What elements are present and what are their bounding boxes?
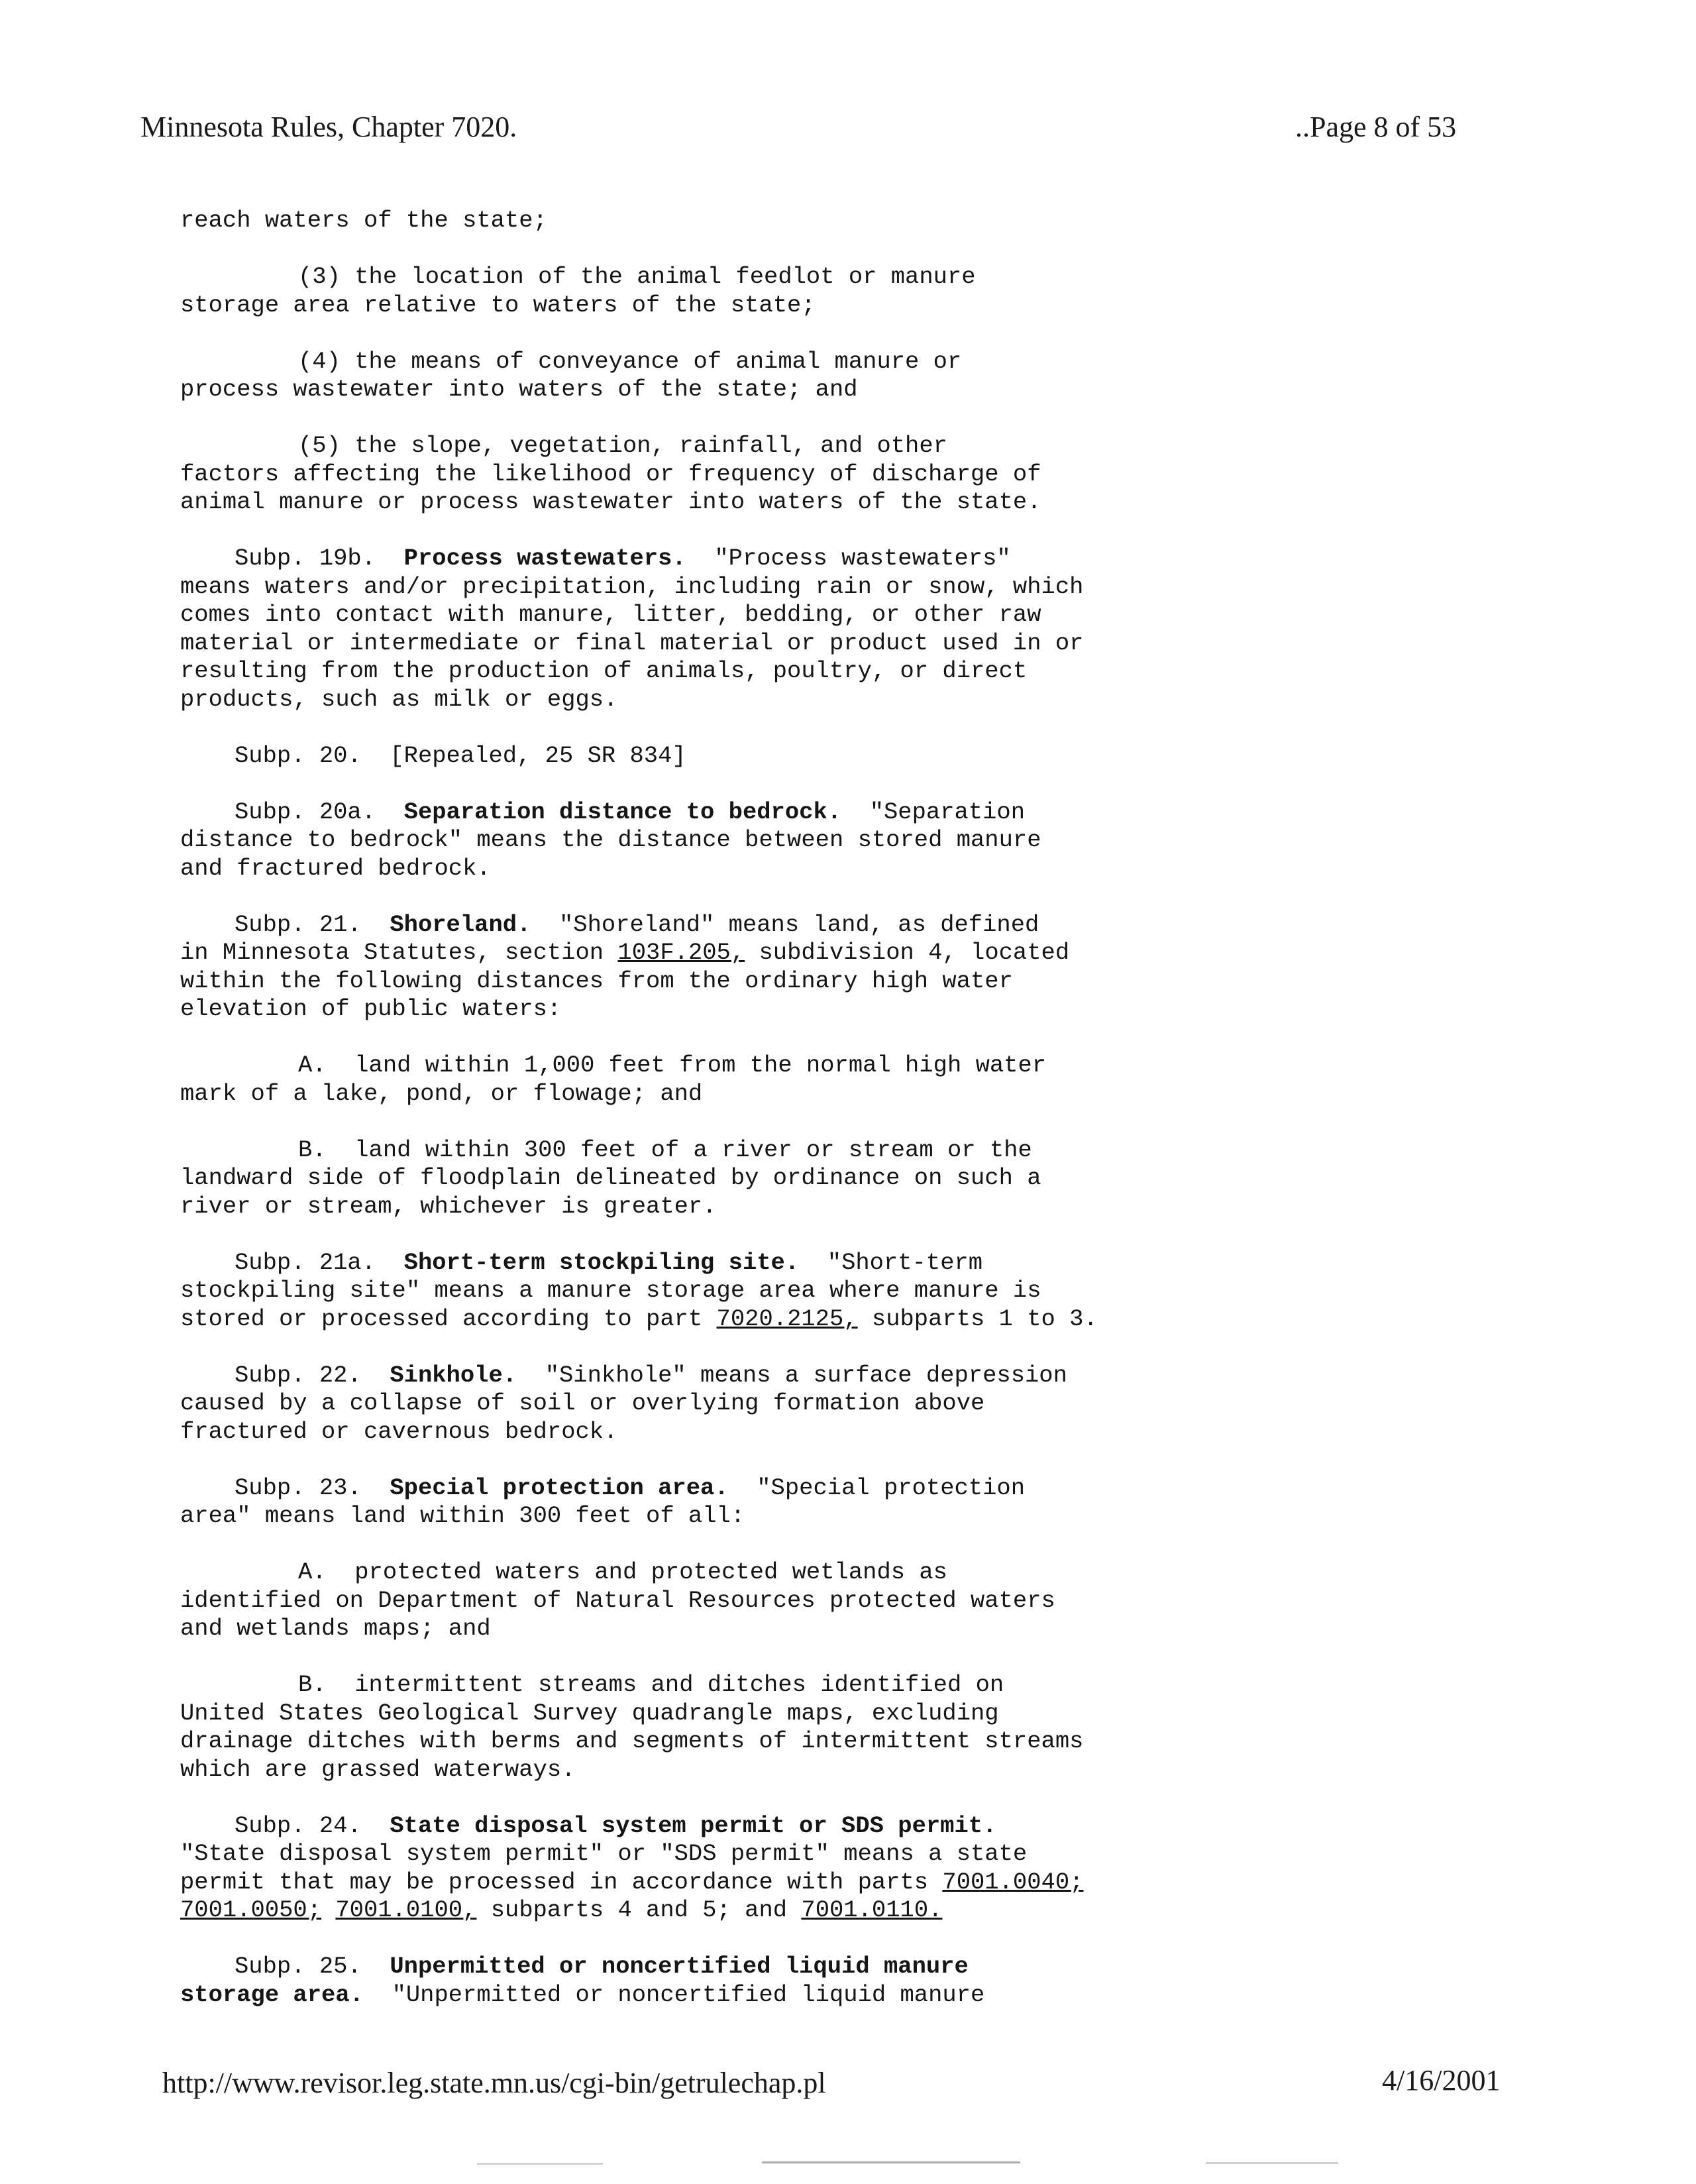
item-4-line: (4) the means of conveyance of animal manure or: [298, 347, 962, 375]
text-segment: in Minnesota Statutes, section: [180, 939, 618, 966]
text-segment: "Unpermitted or noncertified liquid manure: [392, 1981, 985, 2008]
header-page-number: ..Page 8 of 53: [1295, 111, 1457, 143]
subp-19b-heading: [180, 545, 1605, 573]
subp-24-heading: [180, 1812, 1605, 1841]
scan-artifact-line: [762, 2161, 1020, 2163]
subp-number: Subp. 22.: [235, 1361, 362, 1389]
rule-link-7001-0100[interactable]: 7001.0100,: [335, 1896, 477, 1924]
scan-artifact-line: [1206, 2162, 1338, 2164]
item-a-line: identified on Department of Natural Resources protected waters: [180, 1586, 1055, 1614]
item-b-line: B. intermittent streams and ditches identified on: [298, 1671, 1004, 1698]
defined-term: Process wastewaters.: [403, 545, 686, 572]
rule-link-7001-0040[interactable]: 7001.0040;: [942, 1868, 1084, 1896]
subp-21-heading: [180, 911, 1605, 940]
subp-20a-heading: [180, 798, 1605, 827]
text-line: and fractured bedrock.: [180, 854, 491, 882]
defined-term: Separation distance to bedrock.: [403, 798, 842, 826]
footer-url: http://www.revisor.leg.state.mn.us/cgi-bin/getrulechap.pl: [162, 2067, 826, 2099]
item-3-line: storage area relative to waters of the state;: [180, 291, 816, 319]
text-line: elevation of public waters:: [180, 995, 562, 1022]
item-b-line: B. land within 300 feet of a river or stream or the: [298, 1136, 1032, 1164]
statute-link-103f-205[interactable]: 103F.205,: [617, 939, 745, 966]
text-line: material or intermediate or final material or product used in or: [180, 629, 1084, 657]
text-line: [180, 939, 1605, 967]
item-5-line: factors affecting the likelihood or frequency of discharge of: [180, 460, 1041, 488]
text-segment: "Short-term: [827, 1248, 983, 1276]
item-b-line: drainage ditches with berms and segments of intermittent streams: [180, 1727, 1084, 1755]
text-line: comes into contact with manure, litter, bedding, or other raw: [180, 601, 1041, 628]
text-line: products, such as milk or eggs.: [180, 685, 618, 713]
defined-term: Sinkhole.: [390, 1361, 517, 1389]
text-line: stockpiling site" means a manure storage area where manure is: [180, 1277, 1041, 1304]
item-4-line: process wastewater into waters of the state; and: [180, 376, 858, 403]
text-segment: permit that may be processed in accordance with parts: [180, 1868, 943, 1896]
text-segment: stored or processed according to part: [180, 1305, 717, 1333]
text-line: area" means land within 300 feet of all:: [180, 1502, 745, 1529]
subp-number: Subp. 21.: [235, 910, 362, 938]
text-segment: "Special protection: [757, 1474, 1026, 1502]
text-segment: "Process wastewaters": [714, 545, 1011, 572]
text-line: resulting from the production of animals, poultry, or direct: [180, 657, 1028, 684]
text-line: [180, 1896, 1605, 1925]
subp-number: Subp. 21a.: [235, 1248, 376, 1276]
item-b-line: landward side of floodplain delineated by ordinance on such a: [180, 1164, 1041, 1191]
text-line: [180, 1869, 1605, 1897]
subp-number: Subp. 24.: [235, 1812, 362, 1839]
text-line: distance to bedrock" means the distance between stored manure: [180, 826, 1041, 853]
text-segment: "Separation: [869, 798, 1026, 826]
subp-20-line: Subp. 20. [Repealed, 25 SR 834]: [235, 741, 686, 769]
defined-term: Special protection area.: [390, 1474, 729, 1502]
rule-link-7001-0050[interactable]: 7001.0050;: [180, 1896, 322, 1924]
subp-22-heading: [180, 1362, 1605, 1390]
rule-link-7001-0110[interactable]: 7001.0110.: [801, 1896, 943, 1924]
subp-number: Subp. 20a.: [235, 798, 376, 826]
defined-term: Unpermitted or noncertified liquid manure: [390, 1953, 969, 1980]
text-segment: "Shoreland" means land, as defined: [559, 910, 1039, 938]
item-b-line: river or stream, whichever is greater.: [180, 1192, 717, 1220]
text-line: within the following distances from the ordinary high water: [180, 967, 1013, 995]
rule-link-7020-2125[interactable]: 7020.2125,: [716, 1305, 858, 1333]
item-a-line: A. land within 1,000 feet from the normal high water: [298, 1052, 1047, 1079]
item-3-line: (3) the location of the animal feedlot or manure: [298, 263, 976, 290]
text-segment: "Sinkhole" means a surface depression: [545, 1361, 1067, 1389]
item-5-line: (5) the slope, vegetation, rainfall, and other: [298, 432, 947, 459]
defined-term: storage area.: [180, 1981, 364, 2008]
subp-number: Subp. 25.: [235, 1953, 362, 1980]
text-segment: subparts 1 to 3.: [857, 1305, 1098, 1333]
text-line: caused by a collapse of soil or overlying formation above: [180, 1390, 985, 1417]
text-segment: subdivision 4, located: [745, 939, 1070, 966]
subp-23-heading: [180, 1474, 1605, 1503]
text-line: [180, 1305, 1605, 1334]
subp-number: Subp. 19b.: [235, 545, 376, 572]
scan-artifact-line: [477, 2163, 603, 2165]
defined-term: State disposal system permit or SDS permit.: [390, 1812, 997, 1839]
item-a-line: mark of a lake, pond, or flowage; and: [180, 1079, 703, 1107]
text-line: means waters and/or precipitation, including rain or snow, which: [180, 573, 1084, 600]
rule-text: [180, 207, 1605, 2009]
text-line: reach waters of the state;: [180, 207, 547, 234]
item-a-line: and wetlands maps; and: [180, 1615, 491, 1642]
footer-date: 4/16/2001: [1382, 2064, 1501, 2097]
defined-term: Shoreland.: [390, 910, 531, 938]
text-line: fractured or cavernous bedrock.: [180, 1417, 618, 1445]
subp-number: Subp. 23.: [235, 1474, 362, 1502]
subp-21a-heading: [180, 1249, 1605, 1278]
text-segment: subparts 4 and 5; and: [476, 1896, 802, 1924]
item-b-line: which are grassed waterways.: [180, 1755, 576, 1783]
header-title: Minnesota Rules, Chapter 7020.: [140, 111, 517, 143]
item-b-line: United States Geological Survey quadrangle maps, excluding: [180, 1699, 999, 1727]
item-5-line: animal manure or process wastewater into waters of the state.: [180, 488, 1041, 516]
item-a-line: A. protected waters and protected wetlands as: [298, 1558, 947, 1586]
text-line: [180, 1981, 1605, 2010]
subp-25-heading: [180, 1953, 1605, 1981]
defined-term: Short-term stockpiling site.: [403, 1248, 800, 1276]
text-line: "State disposal system permit" or "SDS permit" means a state: [180, 1840, 1028, 1867]
